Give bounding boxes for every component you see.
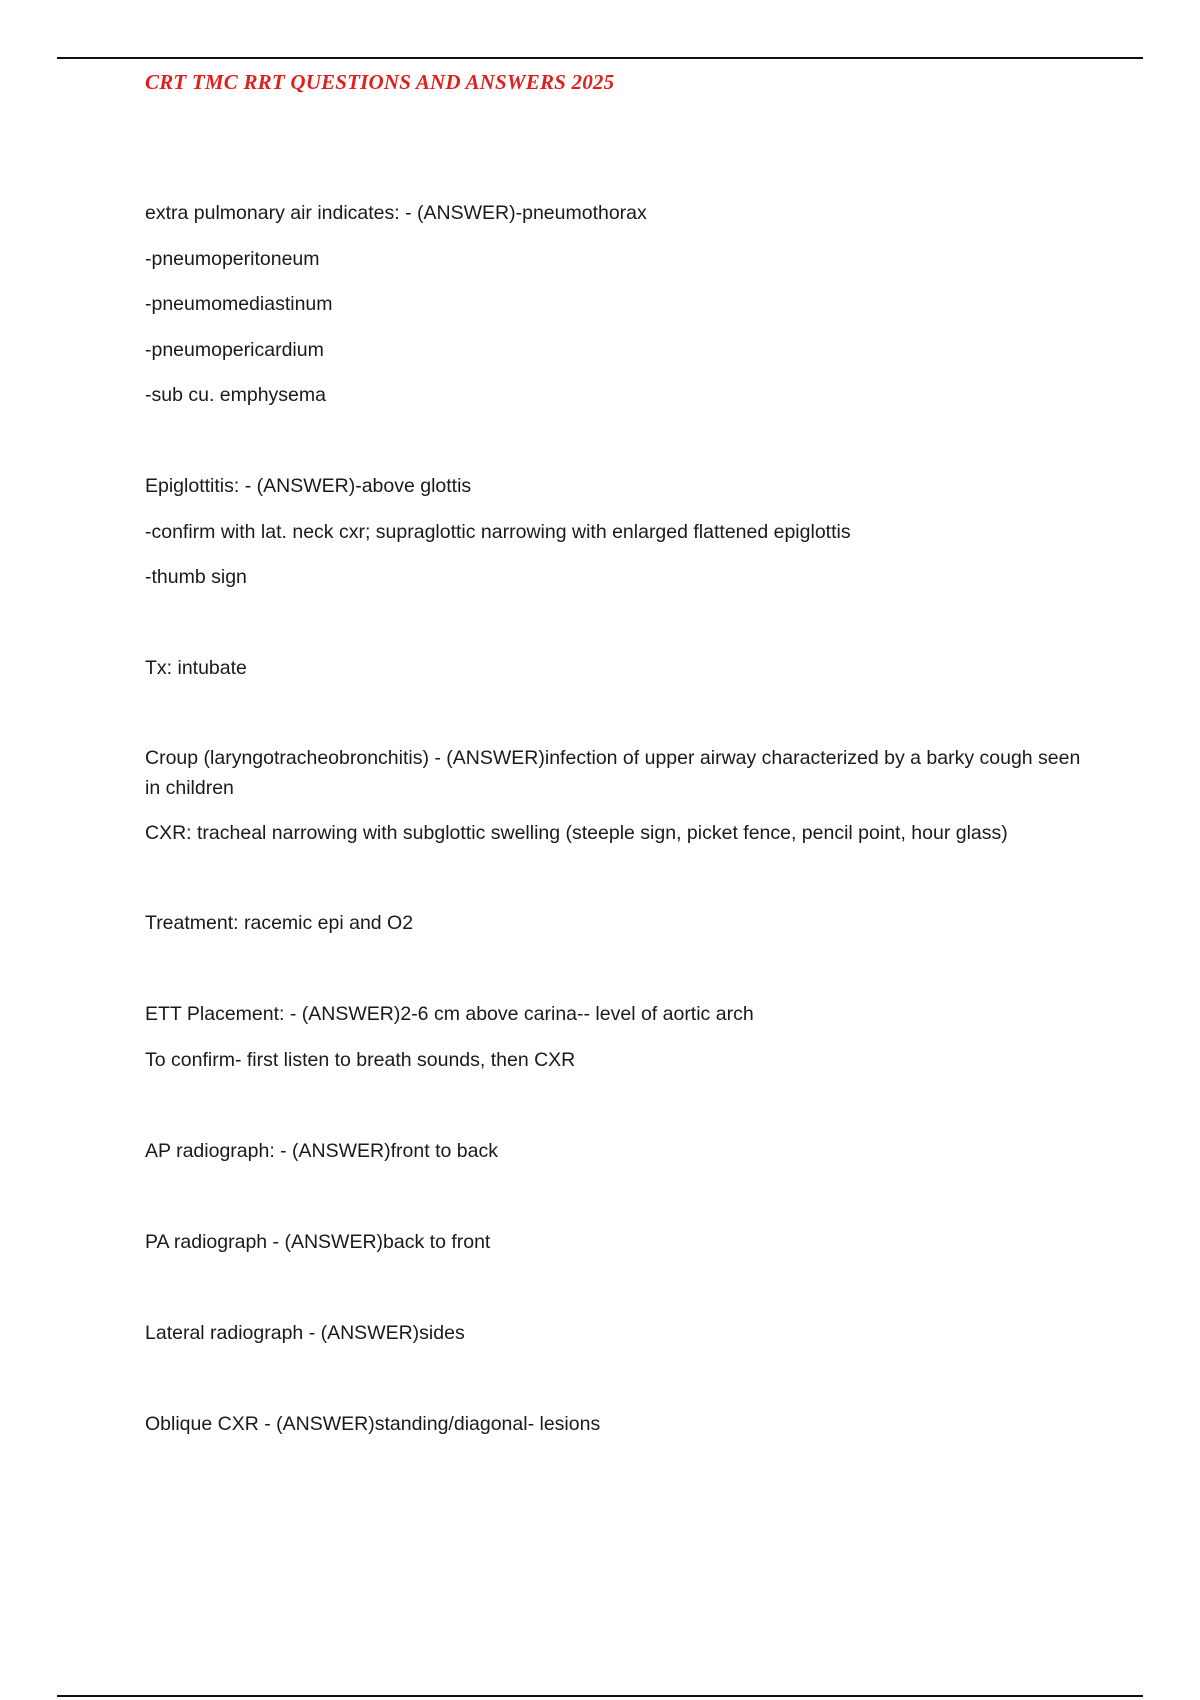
qa-question-extra-pulmonary-air: extra pulmonary air indicates: - (ANSWER)-pneumothorax bbox=[145, 202, 647, 224]
qa-answer-line: CXR: tracheal narrowing with subglottic swelling (steeple sign, picket fence, pencil point, hour glass) bbox=[145, 822, 1008, 844]
qa-answer-line: -confirm with lat. neck cxr; supraglottic narrowing with enlarged flattened epiglottis bbox=[145, 521, 851, 543]
qa-answer-line: -pneumoperitoneum bbox=[145, 248, 320, 270]
qa-answer-line: Treatment: racemic epi and O2 bbox=[145, 912, 414, 934]
footer-rule bbox=[57, 1695, 1143, 1697]
qa-question-pa-radiograph: PA radiograph - (ANSWER)back to front bbox=[145, 1231, 491, 1253]
qa-question-epiglottitis: Epiglottitis: - (ANSWER)-above glottis bbox=[145, 475, 472, 497]
qa-question-croup: Croup (laryngotracheobronchitis) - (ANSWER)infection of upper airway characterized by a barky cough seen in children bbox=[145, 747, 1081, 799]
qa-question-lateral-radiograph: Lateral radiograph - (ANSWER)sides bbox=[145, 1322, 465, 1344]
header-rule bbox=[57, 57, 1143, 59]
document-title: CRT TMC RRT QUESTIONS AND ANSWERS 2025 bbox=[145, 70, 615, 94]
qa-answer-line: Tx: intubate bbox=[145, 657, 247, 679]
qa-answer-line: -sub cu. emphysema bbox=[145, 384, 326, 406]
qa-question-ap-radiograph: AP radiograph: - (ANSWER)front to back bbox=[145, 1140, 498, 1162]
qa-answer-line: -pneumomediastinum bbox=[145, 293, 333, 315]
qa-answer-line: To confirm- first listen to breath sounds, then CXR bbox=[145, 1049, 576, 1071]
qa-answer-line: -pneumopericardium bbox=[145, 339, 324, 361]
qa-question-oblique-cxr: Oblique CXR - (ANSWER)standing/diagonal- lesions bbox=[145, 1413, 601, 1435]
qa-question-ett-placement: ETT Placement: - (ANSWER)2-6 cm above carina-- level of aortic arch bbox=[145, 1003, 754, 1025]
qa-answer-line: -thumb sign bbox=[145, 566, 247, 588]
